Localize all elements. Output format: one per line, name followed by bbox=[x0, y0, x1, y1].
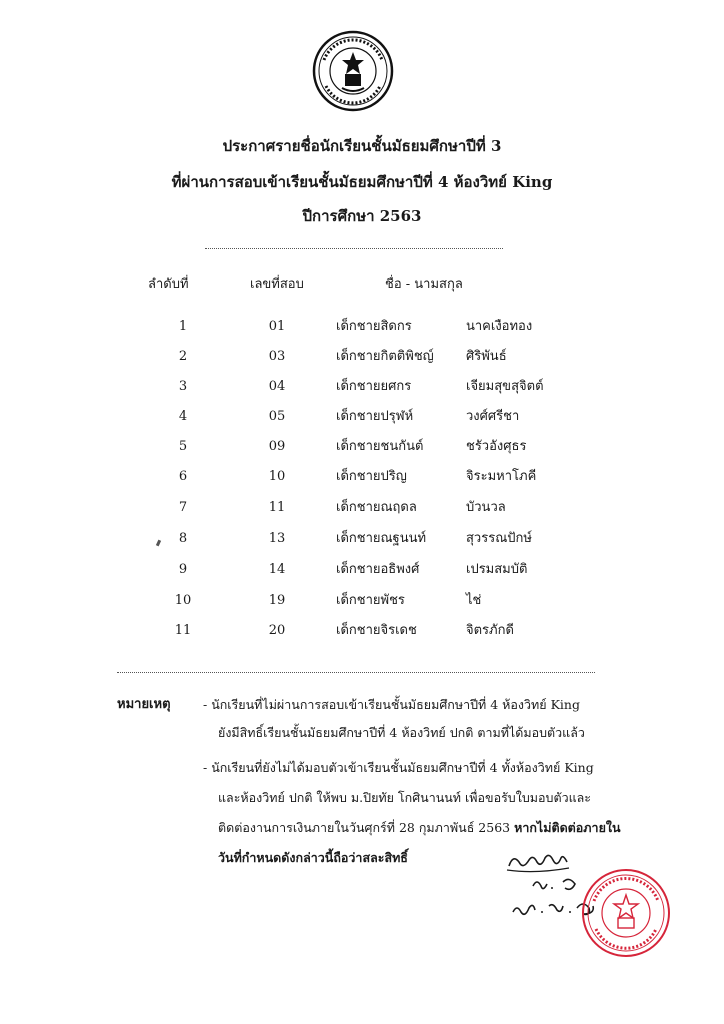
row-first-name: เด็กชายอธิพงศ์ bbox=[336, 562, 420, 577]
row-first-name: เด็กชายณฐนนท์ bbox=[336, 531, 427, 546]
title-divider bbox=[205, 248, 503, 249]
note-line-3: - นักเรียนที่ยังไม่ได้มอบตัวเข้าเรียนชั้นมัธยมศึกษาปีที่ 4 ทั้งห้องวิทย์ King bbox=[203, 760, 594, 775]
row-first-name: เด็กชายจิรเดช bbox=[336, 623, 417, 638]
row-last-name: บัวนวล bbox=[466, 500, 506, 515]
row-exam-no: 01 bbox=[268, 319, 286, 334]
row-exam-no: 13 bbox=[268, 531, 286, 546]
row-exam-no: 14 bbox=[268, 562, 286, 577]
row-order-no: 9 bbox=[178, 562, 188, 577]
note-line-5 bbox=[218, 819, 621, 837]
row-last-name: นาคเงือทอง bbox=[466, 319, 533, 334]
row-last-name: ไช่ bbox=[466, 593, 482, 608]
row-first-name: เด็กชายปริญ bbox=[336, 469, 407, 484]
header-order-no: ลำดับที่ bbox=[148, 277, 189, 292]
row-last-name: ชรัวอังศุธร bbox=[466, 439, 527, 454]
row-order-no: 1 bbox=[178, 319, 188, 334]
row-exam-no: 19 bbox=[268, 593, 286, 608]
notes-label: หมายเหตุ bbox=[117, 697, 171, 712]
row-last-name: จิระมหาโภคี bbox=[466, 469, 537, 484]
row-order-no: 2 bbox=[178, 349, 188, 364]
note-line-5-text: ติดต่องานการเงินภายในวันศุกร์ที่ 28 กุมภาพันธ์ 2563 bbox=[218, 820, 515, 835]
note-line-2: ยังมีสิทธิ์เรียนชั้นมัธยมศึกษาปีที่ 4 ห้องวิทย์ ปกติ ตามที่ได้มอบตัวแล้ว bbox=[218, 725, 585, 740]
table-divider bbox=[117, 672, 595, 673]
title-line-3: ปีการศึกษา 2563 bbox=[302, 207, 422, 225]
row-exam-no: 09 bbox=[268, 439, 286, 454]
row-order-no: 11 bbox=[174, 623, 192, 638]
row-exam-no: 04 bbox=[268, 379, 286, 394]
school-logo bbox=[312, 30, 394, 112]
title-line-1: ประกาศรายชื่อนักเรียนชั้นมัธยมศึกษาปีที่ 3 bbox=[222, 137, 502, 155]
row-first-name: เด็กชายปรุฬห์ bbox=[336, 409, 414, 424]
row-order-no: 6 bbox=[178, 469, 188, 484]
school-stamp bbox=[580, 867, 672, 959]
row-exam-no: 03 bbox=[268, 349, 286, 364]
row-last-name: เปรมสมบัติ bbox=[466, 562, 528, 577]
row-order-no: 4 bbox=[178, 409, 188, 424]
scan-mark bbox=[156, 540, 161, 547]
row-last-name: สุวรรณปักษ์ bbox=[466, 531, 532, 546]
row-order-no: 10 bbox=[174, 593, 192, 608]
note-line-5-emphasis: หากไม่ติดต่อภายใน bbox=[514, 820, 621, 835]
row-last-name: วงศ์ศรีชา bbox=[466, 409, 520, 424]
row-order-no: 5 bbox=[178, 439, 188, 454]
row-last-name: จิตรภักดี bbox=[466, 623, 514, 638]
row-last-name: ศิริพันธ์ bbox=[466, 349, 507, 364]
row-first-name: เด็กชายสิดกร bbox=[336, 319, 412, 334]
note-line-4: และห้องวิทย์ ปกติ ให้พบ ม.ปิยทัย โกศินานนท์ เพื่อขอรับใบมอบตัวและ bbox=[218, 790, 592, 805]
note-line-1: - นักเรียนที่ไม่ผ่านการสอบเข้าเรียนชั้นมัธยมศึกษาปีที่ 4 ห้องวิทย์ King bbox=[203, 697, 580, 712]
title-line-2: ที่ผ่านการสอบเข้าเรียนชั้นมัธยมศึกษาปีที่ 4 ห้องวิทย์ King bbox=[171, 173, 553, 191]
row-exam-no: 20 bbox=[268, 623, 286, 638]
row-first-name: เด็กชายพัชร bbox=[336, 593, 405, 608]
row-exam-no: 11 bbox=[268, 500, 286, 515]
row-first-name: เด็กชายณฤดล bbox=[336, 500, 417, 515]
row-order-no: 7 bbox=[178, 500, 188, 515]
header-exam-no: เลขที่สอบ bbox=[250, 277, 304, 292]
row-order-no: 8 bbox=[178, 531, 188, 546]
row-exam-no: 05 bbox=[268, 409, 286, 424]
row-order-no: 3 bbox=[178, 379, 188, 394]
header-full-name: ชื่อ - นามสกุล bbox=[385, 277, 463, 292]
note-line-6: วันที่กำหนดดังกล่าวนี้ถือว่าสละสิทธิ์ bbox=[218, 850, 408, 865]
row-first-name: เด็กชายชนกันต์ bbox=[336, 439, 424, 454]
row-exam-no: 10 bbox=[268, 469, 286, 484]
row-first-name: เด็กชายยศกร bbox=[336, 379, 412, 394]
row-first-name: เด็กชายกิตติพิชญ์ bbox=[336, 349, 434, 364]
row-last-name: เจียมสุขสุจิตต์ bbox=[466, 379, 544, 394]
